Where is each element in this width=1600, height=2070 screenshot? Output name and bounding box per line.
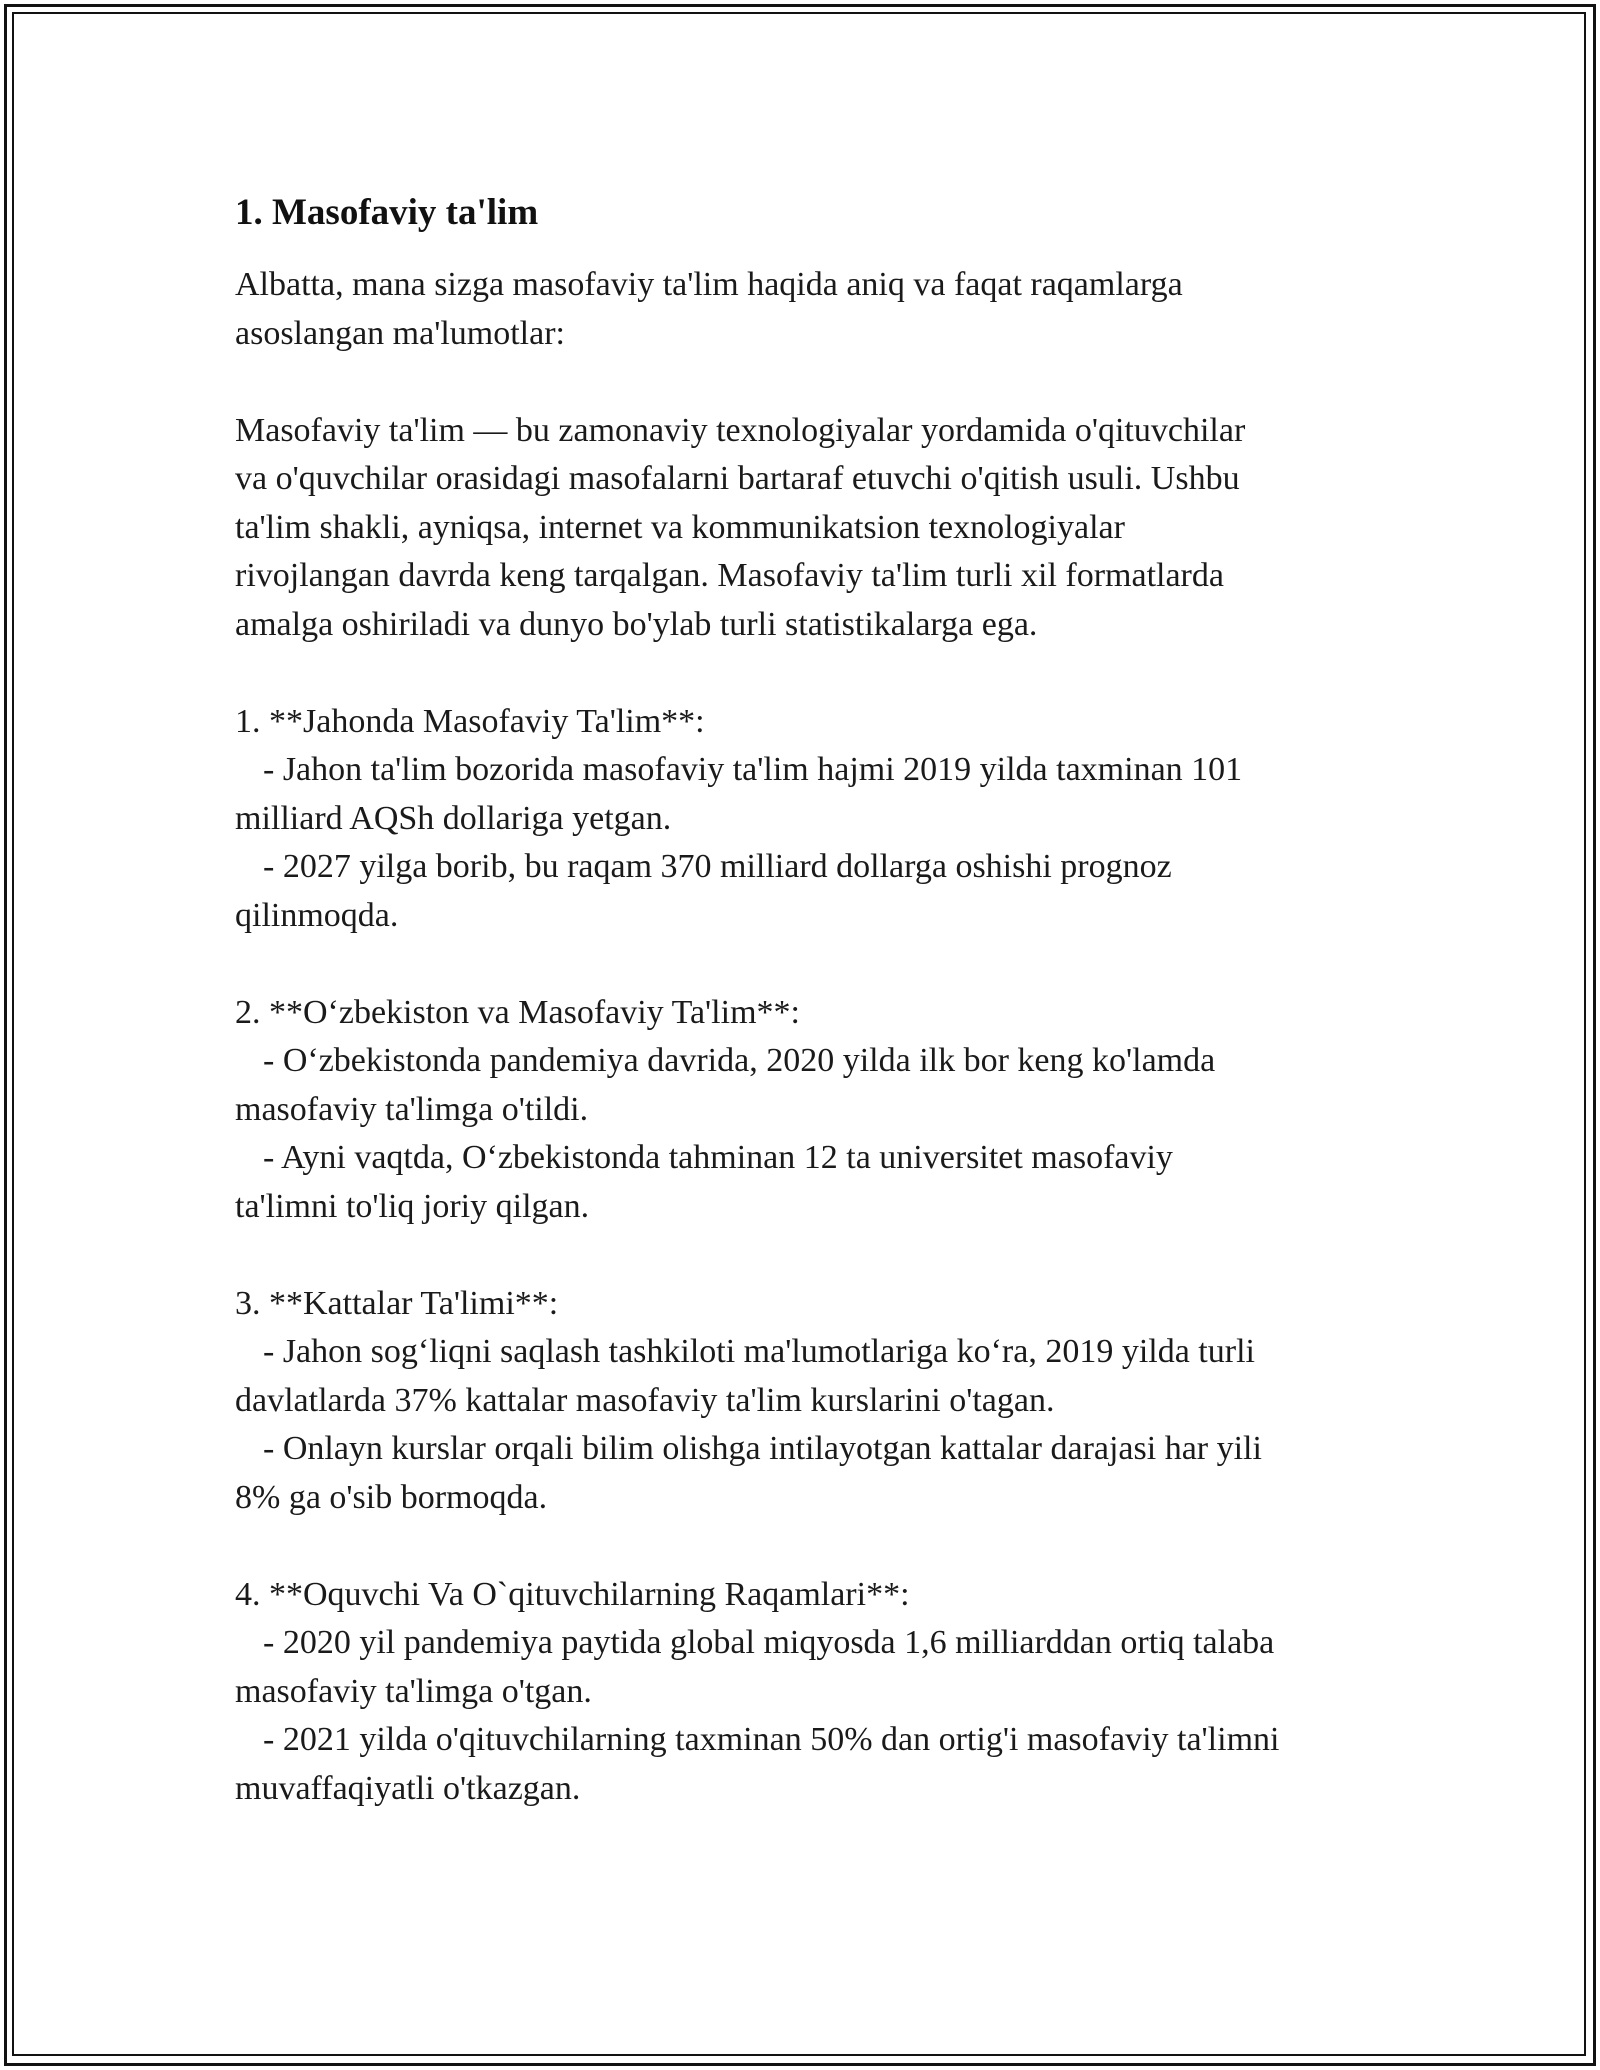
section-adult-education bbox=[235, 1280, 1365, 1523]
document-body bbox=[235, 185, 1365, 1813]
description-line: ta'lim shakli, ayniqsa, internet va kommunikatsion texnologiyalar bbox=[235, 508, 1125, 546]
bullet-line: milliard AQSh dollariga yetgan. bbox=[235, 799, 672, 837]
spacer bbox=[235, 649, 1365, 698]
bullet-line: - Ayni vaqtda, O‘zbekistonda tahminan 12 ta universitet masofaviy bbox=[263, 1139, 1173, 1176]
section-title: 3. **Kattalar Ta'limi**: bbox=[235, 1284, 559, 1322]
section-title: 2. **O‘zbekiston va Masofaviy Ta'lim**: bbox=[235, 993, 800, 1031]
document-heading: 1. Masofaviy ta'lim bbox=[235, 192, 539, 233]
intro-line: Albatta, mana sizga masofaviy ta'lim haqida aniq va faqat raqamlarga bbox=[235, 266, 1183, 303]
bullet-line: - 2020 yil pandemiya paytida global miqyosda 1,6 milliarddan ortiq talaba bbox=[263, 1624, 1275, 1661]
section-title: 4. **Oquvchi Va O`qituvchilarning Raqamlari**: bbox=[235, 1575, 910, 1613]
section-title: 1. **Jahonda Masofaviy Ta'lim**: bbox=[235, 702, 705, 740]
spacer bbox=[235, 1522, 1365, 1571]
description-line: amalga oshiriladi va dunyo bo'ylab turli statistikalarga ega. bbox=[235, 605, 1038, 643]
bullet-line: - Jahon ta'lim bozorida masofaviy ta'lim hajmi 2019 yilda taxminan 101 bbox=[263, 751, 1243, 788]
bullet-line: 8% ga o'sib bormoqda. bbox=[235, 1478, 548, 1516]
bullet-line: - 2021 yilda o'qituvchilarning taxminan 50% dan ortig'i masofaviy ta'limni bbox=[263, 1721, 1280, 1758]
bullet-line: masofaviy ta'limga o'tildi. bbox=[235, 1090, 589, 1128]
description-line: Masofaviy ta'lim — bu zamonaviy texnologiyalar yordamida o'qituvchilar bbox=[235, 411, 1246, 449]
bullet-line: ta'limni to'liq joriy qilgan. bbox=[235, 1187, 590, 1225]
bullet-line: davlatlarda 37% kattalar masofaviy ta'lim kurslarini o'tagan. bbox=[235, 1381, 1055, 1419]
intro-line: asoslangan ma'lumotlar: bbox=[235, 314, 565, 352]
bullet-line: muvaffaqiyatli o'tkazgan. bbox=[235, 1769, 581, 1807]
bullet-line: - Jahon sog‘liqni saqlash tashkiloti ma'lumotlariga ko‘ra, 2019 yilda turli bbox=[263, 1333, 1255, 1370]
spacer bbox=[235, 358, 1365, 407]
bullet-line: masofaviy ta'limga o'tgan. bbox=[235, 1672, 592, 1710]
bullet-line: qilinmoqda. bbox=[235, 896, 399, 934]
section-uzbekistan bbox=[235, 989, 1365, 1232]
spacer bbox=[235, 1231, 1365, 1280]
intro-paragraph bbox=[235, 261, 1365, 358]
description-line: rivojlangan davrda keng tarqalgan. Masofaviy ta'lim turli xil formatlarda bbox=[235, 557, 1224, 594]
bullet-line: - O‘zbekistonda pandemiya davrida, 2020 yilda ilk bor keng ko'lamda bbox=[263, 1042, 1216, 1079]
bullet-line: - 2027 yilga borib, bu raqam 370 milliard dollarga oshishi prognoz bbox=[263, 848, 1172, 885]
description-line: va o'quvchilar orasidagi masofalarni bartaraf etuvchi o'qitish usuli. Ushbu bbox=[235, 460, 1240, 497]
description-paragraph bbox=[235, 407, 1365, 650]
section-students-teachers bbox=[235, 1571, 1365, 1814]
bullet-line: - Onlayn kurslar orqali bilim olishga intilayotgan kattalar darajasi har yili bbox=[263, 1430, 1262, 1467]
spacer bbox=[235, 940, 1365, 989]
section-world bbox=[235, 698, 1365, 941]
